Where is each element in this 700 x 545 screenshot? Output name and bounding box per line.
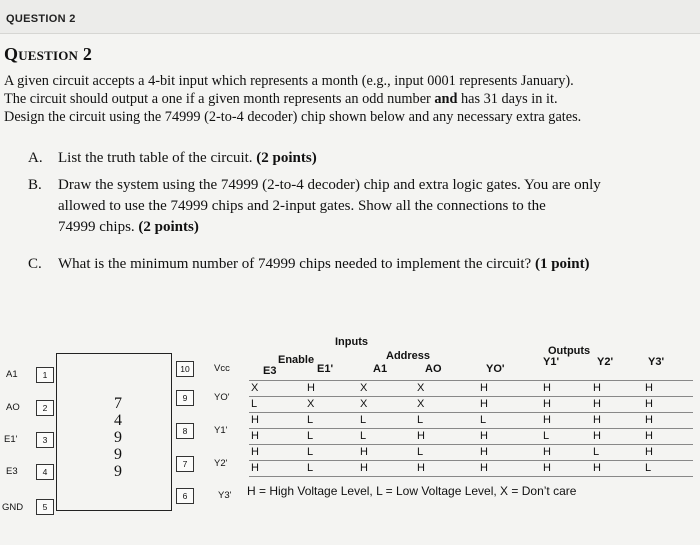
table-cell: L (480, 414, 487, 426)
part-c-points: (1 point) (534, 256, 590, 272)
column-header: E1' (317, 363, 334, 375)
table-cell: L (593, 446, 600, 458)
pin-10: 10 (176, 361, 194, 377)
part-a-letter: A. (28, 150, 43, 166)
row-divider (249, 476, 693, 477)
column-header: Y3' (648, 356, 665, 368)
column-header: YO' (486, 363, 505, 375)
table-cell: H (543, 446, 551, 458)
truth-table-footnote: H = High Voltage Level, L = Low Voltage Level, X = Don’t care (247, 484, 577, 498)
table-cell: H (307, 382, 315, 394)
part-a-text: List the truth table of the circuit. (58, 150, 253, 166)
table-cell: H (360, 462, 368, 474)
table-cell: H (417, 430, 425, 442)
pin-label-y3: Y3' (218, 490, 232, 501)
pin-1: 1 (36, 367, 54, 383)
table-cell: X (307, 398, 315, 410)
table-cell: L (543, 430, 550, 442)
table-cell: L (360, 414, 367, 426)
column-header: Y2' (597, 356, 614, 368)
column-header: A1 (373, 363, 388, 375)
pin-3: 3 (36, 432, 54, 448)
row-divider (249, 428, 693, 429)
emphasis-and: and (434, 91, 458, 107)
table-cell: X (251, 382, 259, 394)
table-cell: L (307, 462, 314, 474)
table-cell: X (417, 398, 425, 410)
chip-digit: 9 (114, 429, 122, 446)
table-cell: H (480, 382, 488, 394)
table-cell: L (417, 446, 424, 458)
pin-label-gnd: GND (2, 502, 24, 513)
chip-part-number (108, 395, 128, 480)
part-c (28, 256, 590, 273)
question-line-2: The circuit should output a one if a given month represents an odd number and has 31 days in it. (4, 91, 558, 107)
decoder-chip-diagram (0, 345, 250, 545)
table-cell: H (543, 398, 551, 410)
pin-5: 5 (36, 499, 54, 515)
question-header-label: QUESTION 2 (6, 13, 76, 25)
chip-digit: 7 (114, 395, 122, 412)
table-cell: L (307, 430, 314, 442)
question-header-bar (0, 0, 700, 34)
table-cell: H (645, 430, 653, 442)
chip-digit: 4 (114, 412, 122, 429)
row-divider (249, 412, 693, 413)
pin-8: 8 (176, 423, 194, 439)
row-divider (249, 460, 693, 461)
pin-2: 2 (36, 400, 54, 416)
table-cell: H (480, 446, 488, 458)
question-title: Question 2 (4, 44, 93, 64)
table-cell: H (543, 462, 551, 474)
part-b-letter: B. (28, 177, 42, 193)
question-line-3: Design the circuit using the 74999 (2-to-4 decoder) chip shown below and any necessary extra gates. (4, 109, 582, 125)
group-header-outputs: Outputs (548, 345, 591, 357)
part-c-text: What is the minimum number of 74999 chips needed to implement the circuit? (58, 256, 532, 272)
pin-label-vcc: Vcc (214, 363, 230, 374)
row-divider (249, 396, 693, 397)
table-cell: H (645, 398, 653, 410)
table-cell: H (593, 382, 601, 394)
table-cell: H (593, 430, 601, 442)
table-cell: L (307, 446, 314, 458)
part-b-line-2: allowed to use the 74999 chips and 2-input gates. Show all the connections to the (58, 198, 546, 214)
table-cell: H (645, 414, 653, 426)
part-b (28, 177, 601, 194)
question-line-1: A given circuit accepts a 4-bit input which represents a month (e.g., input 0001 represents January). (4, 73, 574, 89)
table-cell: H (645, 382, 653, 394)
table-cell: H (251, 446, 259, 458)
table-cell: H (543, 382, 551, 394)
table-cell: L (307, 414, 314, 426)
table-cell: H (593, 462, 601, 474)
column-header: AO (425, 363, 442, 375)
chip-digit: 9 (114, 463, 122, 480)
pin-7: 7 (176, 456, 194, 472)
table-cell: X (360, 382, 368, 394)
table-cell: X (360, 398, 368, 410)
table-cell: X (417, 382, 425, 394)
row-divider (249, 380, 693, 381)
table-cell: H (251, 462, 259, 474)
table-cell: L (645, 462, 652, 474)
part-a-points: (2 points) (256, 150, 317, 166)
part-c-letter: C. (28, 256, 42, 272)
group-header-address: Address (386, 350, 431, 362)
table-cell: H (593, 414, 601, 426)
row-divider (249, 444, 693, 445)
table-cell: L (417, 414, 424, 426)
pin-9: 9 (176, 390, 194, 406)
table-cell: H (593, 398, 601, 410)
pin-4: 4 (36, 464, 54, 480)
table-cell: H (251, 414, 259, 426)
table-cell: H (480, 430, 488, 442)
pin-label-e3: E3 (6, 466, 18, 477)
part-a (28, 150, 317, 167)
part-b-points: (2 points) (138, 219, 199, 235)
table-cell: H (417, 462, 425, 474)
table-cell: H (543, 414, 551, 426)
part-b-line-1: Draw the system using the 74999 (2-to-4 decoder) chip and extra logic gates. You are only (58, 177, 601, 193)
pin-6: 6 (176, 488, 194, 504)
table-cell: H (480, 398, 488, 410)
table-cell: H (480, 462, 488, 474)
part-b-line-3: 74999 chips. (58, 219, 135, 235)
column-header: Y1' (543, 356, 560, 368)
pin-label-a1: A1 (6, 369, 18, 380)
column-header: E3 (263, 365, 277, 377)
table-cell: H (645, 446, 653, 458)
pin-label-e1: E1' (4, 434, 18, 445)
part-b-line-3-wrap (58, 219, 199, 236)
chip-digit: 9 (114, 446, 122, 463)
question-prompt (4, 72, 694, 126)
pin-label-y1: Y1' (214, 425, 228, 436)
pin-label-y2: Y2' (214, 458, 228, 469)
group-header-enable: Enable (278, 354, 315, 366)
table-cell: L (251, 398, 258, 410)
pin-label-y0: YO' (214, 392, 230, 403)
table-cell: H (251, 430, 259, 442)
table-cell: H (360, 446, 368, 458)
table-cell: L (360, 430, 367, 442)
group-header-inputs: Inputs (335, 336, 368, 348)
pin-label-a0: AO (6, 402, 20, 413)
decoder-truth-table (243, 330, 700, 530)
